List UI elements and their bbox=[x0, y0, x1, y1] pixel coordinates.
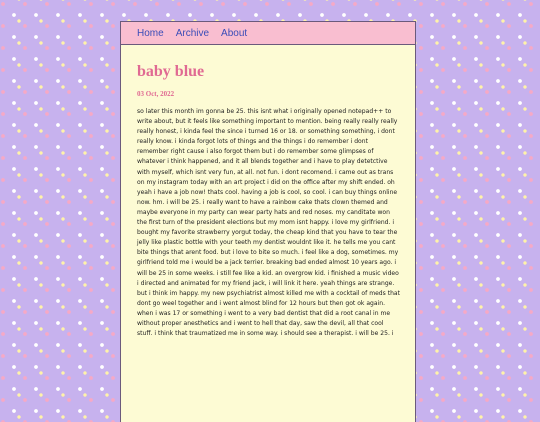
post bbox=[121, 45, 415, 339]
post-title: baby blue bbox=[137, 63, 205, 80]
post-date: 03 Oct, 2022 bbox=[137, 90, 175, 98]
nav-link-about[interactable]: About bbox=[221, 27, 248, 39]
nav-link-home[interactable]: Home bbox=[137, 27, 164, 39]
nav-link-archive[interactable]: Archive bbox=[175, 27, 210, 39]
content-panel bbox=[120, 21, 416, 422]
post-body: so later this month im gonna be 25. this isnt what i originally opened notepad++ to write about, but it feels like something important to mention. being really really really really honest, i kinda feel the since i turned 16 or 18. or something something, i dont really know. i kinda forgot lots of things and the things i do remember i dont remember right cause i also forgot them but i do remember some glimpses of whatever i think happened, and it all blends together and i have to play detetctive with myself, which isnt very fun, at all. not fun. i dont recomend. i came out as trans on my instagram today with an art project i did on the office after my shift ended. oh yeah i have a job now! thats cool. having a job is cool, so cool. i can buy things online now. hm. i will be 25. i really want to have a rainbow cake thats clown themed and maybe everyone in my party can wear party hats and red noses. my canditate won the first turn of the president elections but my mom isnt happy. i love my girlfriend. i bought my favorite strawberry yorgut today, the cheap kind that you have to tear the jelly like plastic bottle with your teeth my dentist wouldnt like it. he tells me you cant bite things that arent food. but i love to bite so much. i feel like a dog, sometimes. my girlfriend told me i would be a jack terrier. breaking bad ended almost 10 years ago. i will be 25 in some weeks. i still fee like a kid. an overgrow kid. i finished a music video i directed and animated for my friend jack, i will link it here. yeah things are strange. but i think im happy. my new psychiatrist almost killed me with a cocktail of meds that dont go weel together and i went almost blind for 12 hours but then got ok again. when i was 17 or something i went to a very bad dentist that did a root canal in me without proper anesthetics and i went to hell that day, saw the devil, all that cool stuff. i think that traumatized me in some way. i should see a therapist. i will be 25. i bbox=[137, 108, 400, 338]
top-nav bbox=[121, 22, 415, 45]
